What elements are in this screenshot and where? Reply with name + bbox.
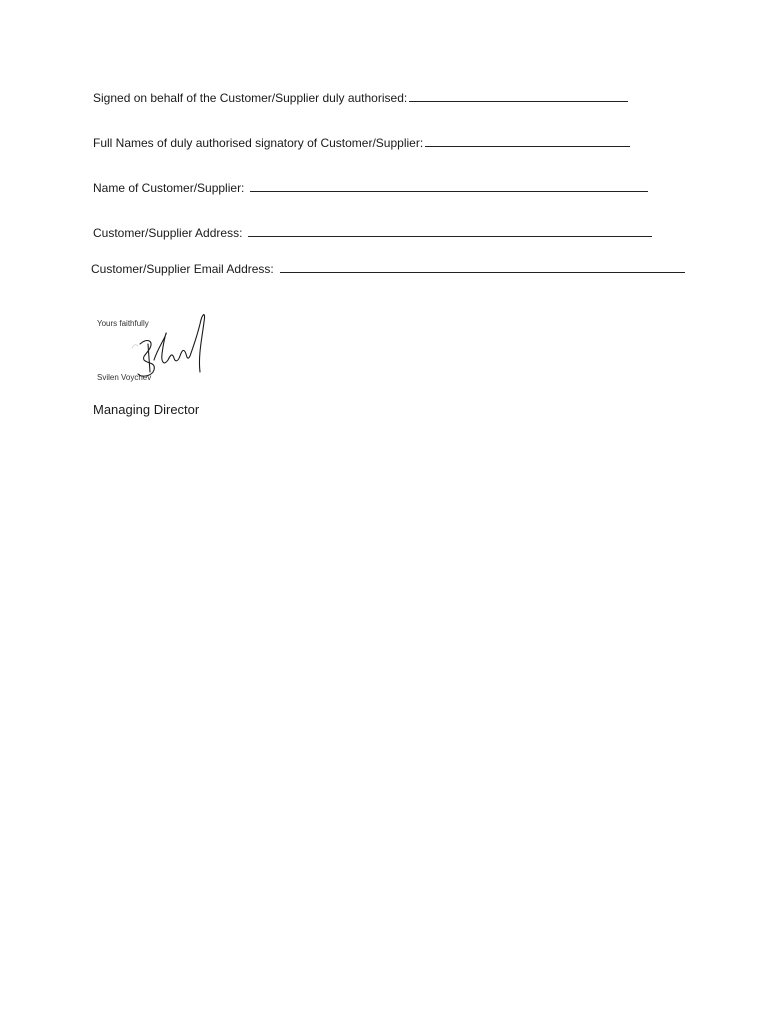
field-customer-email [91,260,685,277]
field-label: Full Names of duly authorised signatory of Customer/Supplier: [93,136,424,150]
signature-blank-line[interactable] [409,89,628,102]
field-label: Name of Customer/Supplier: [93,181,245,195]
signature-block [92,304,222,384]
field-label: Signed on behalf of the Customer/Supplier duly authorised: [93,91,408,105]
field-customer-name [93,179,648,196]
field-full-names-signatory [93,134,630,151]
customer-name-blank-line[interactable] [250,179,648,192]
full-names-blank-line[interactable] [425,134,630,147]
handwritten-signature [92,304,222,384]
field-label: Customer/Supplier Email Address: [91,262,274,276]
customer-address-blank-line[interactable] [248,224,652,237]
signer-name: Svilen Voychev [97,373,152,382]
field-label: Customer/Supplier Address: [93,226,243,240]
field-signed-on-behalf [93,89,628,106]
signer-role: Managing Director [93,402,200,417]
customer-email-blank-line[interactable] [280,260,685,273]
closing-text: Yours faithfully [97,319,149,328]
field-customer-address [93,224,652,241]
